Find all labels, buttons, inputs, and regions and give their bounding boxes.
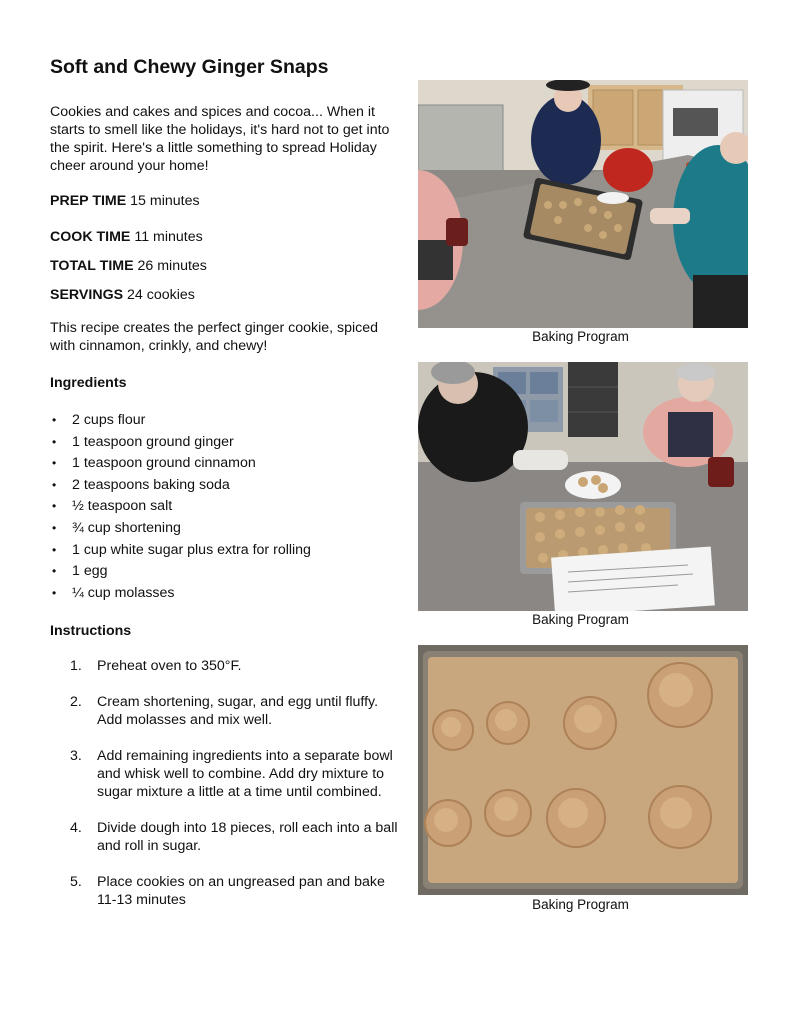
cook-time-value: 11 minutes	[134, 229, 203, 245]
servings-value: 24 cookies	[127, 287, 195, 303]
intro-paragraph: Cookies and cakes and spices and cocoa... When it starts to smell like the holidays, it's hard not to get into the spirit. Here's a little something to spread Holiday cheer around your home!	[50, 104, 390, 174]
step-number: 1.	[70, 658, 82, 674]
ingredient-text: 1 teaspoon ground ginger	[72, 433, 234, 450]
bullet-icon: •	[52, 477, 57, 492]
bullet-icon: •	[52, 564, 57, 579]
ingredient-item	[50, 497, 311, 519]
cook-time-label: COOK TIME	[50, 229, 131, 245]
ingredient-item	[50, 541, 311, 563]
ingredient-text: 1 teaspoon ground cinnamon	[72, 455, 256, 472]
prep-time-value: 15 minutes	[130, 193, 200, 209]
bullet-icon: •	[52, 520, 57, 535]
bullet-icon: •	[52, 434, 57, 449]
ingredient-item	[50, 454, 311, 476]
baking-photo-1-illustration	[418, 80, 748, 328]
ingredient-text: 2 cups flour	[72, 412, 146, 428]
instructions-heading: Instructions	[50, 623, 132, 639]
recipe-title: Soft and Chewy Ginger Snaps	[50, 56, 329, 78]
photo-caption-3: Baking Program	[532, 897, 629, 912]
step-number: 2.	[70, 694, 82, 710]
servings	[50, 287, 195, 303]
servings-label: SERVINGS	[50, 287, 124, 303]
instruction-step	[70, 819, 400, 855]
step-number: 5.	[70, 874, 82, 890]
baking-photo-3	[418, 645, 748, 895]
prep-time	[50, 193, 200, 209]
bullet-icon: •	[52, 585, 57, 600]
step-text: Cream shortening, sugar, and egg until fluffy. Add molasses and mix well.	[97, 694, 379, 728]
total-time	[50, 258, 207, 274]
total-time-value: 26 minutes	[137, 258, 207, 274]
baking-photo-2-illustration	[418, 362, 748, 611]
bullet-icon: •	[52, 413, 57, 427]
ingredients-heading: Ingredients	[50, 375, 127, 391]
step-text: Divide dough into 18 pieces, roll each into a ball and roll in sugar.	[97, 820, 398, 854]
ingredient-item	[50, 584, 311, 606]
ingredient-text: 1 egg	[72, 563, 108, 580]
baking-photo-2	[418, 362, 748, 611]
photo-caption-2: Baking Program	[532, 612, 629, 627]
ingredient-text: ¾ cup shortening	[72, 519, 181, 536]
ingredient-item	[50, 411, 311, 433]
prep-time-label: PREP TIME	[50, 193, 127, 209]
ingredients-list	[50, 411, 311, 605]
ingredient-text: 2 teaspoons baking soda	[72, 476, 230, 493]
ingredient-item	[50, 476, 311, 498]
baking-photo-1	[418, 80, 748, 328]
bullet-icon: •	[52, 542, 57, 557]
total-time-label: TOTAL TIME	[50, 258, 134, 274]
cook-time	[50, 229, 203, 245]
ingredient-text: ½ teaspoon salt	[72, 498, 173, 515]
step-number: 3.	[70, 748, 82, 764]
instruction-step	[70, 747, 400, 801]
ingredient-text: 1 cup white sugar plus extra for rolling	[72, 541, 311, 558]
photo-caption-1: Baking Program	[532, 329, 629, 344]
baking-photo-3-illustration	[418, 645, 748, 895]
bullet-icon: •	[52, 456, 57, 471]
ingredient-item	[50, 562, 311, 584]
ingredient-item	[50, 519, 311, 541]
ingredient-text: ¼ cup molasses	[72, 584, 175, 601]
step-text: Preheat oven to 350°F.	[97, 658, 242, 674]
step-text: Place cookies on an ungreased pan and bake 11-13 minutes	[97, 874, 385, 908]
recipe-summary: This recipe creates the perfect ginger cookie, spiced with cinnamon, crinkly, and chewy!	[50, 320, 379, 354]
instructions-list	[70, 657, 400, 927]
instruction-step	[70, 693, 400, 729]
ingredient-item	[50, 433, 311, 455]
bullet-icon: •	[52, 499, 57, 514]
step-number: 4.	[70, 820, 82, 836]
instruction-step	[70, 873, 400, 909]
step-text: Add remaining ingredients into a separate bowl and whisk well to combine. Add dry mixture to sugar mixture a little at a time until combined.	[97, 748, 393, 800]
instruction-step	[70, 657, 400, 675]
